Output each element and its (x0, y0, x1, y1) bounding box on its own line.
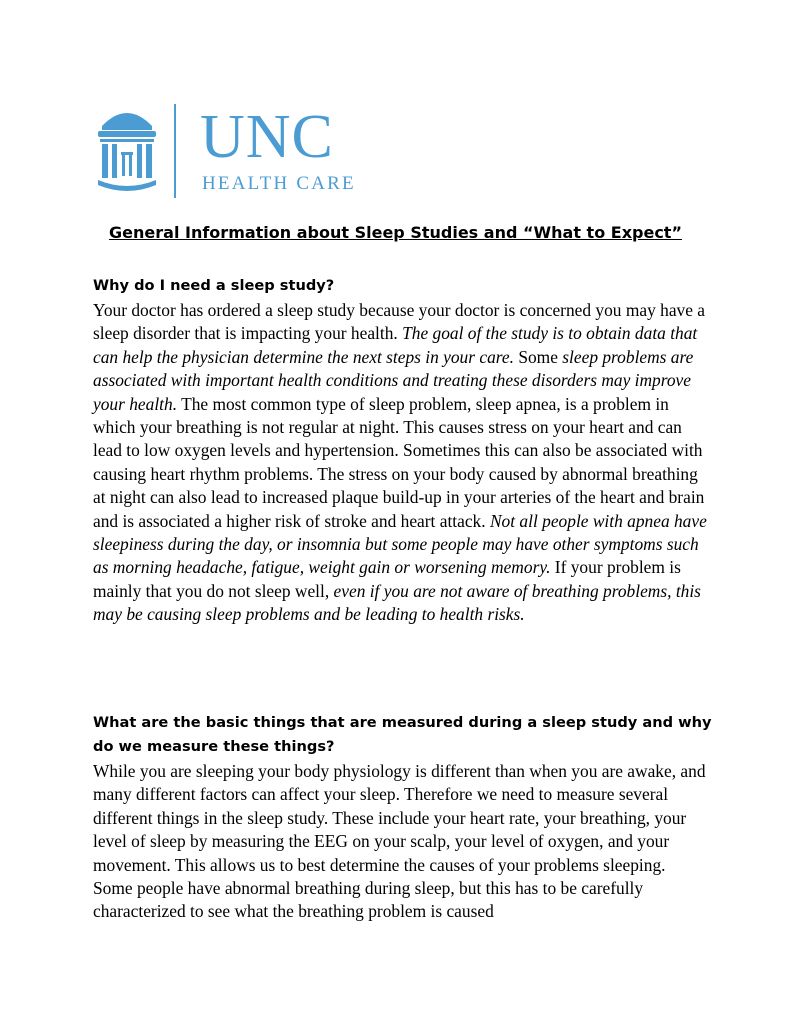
section1-text-run: even if you are not aware of breathing problems, this may be causing sleep problems and be leading to health risks. (93, 580, 701, 625)
document-title: General Information about Sleep Studies and “What to Expect” (109, 223, 682, 242)
old-well-icon (96, 104, 158, 194)
section1-text-run: Not all people with apnea have sleepiness during the day, or insomnia but some people may have other symptoms such as morning headache, fatigue, weight gain or worsening memory. (93, 510, 707, 578)
section1-body (93, 299, 708, 627)
section1-text-run: The most common type of sleep problem, sleep apnea, is a problem in which your breathing is not regular at night. This causes stress on your heart and can lead to low oxygen levels and hypertension. Sometimes this can also be associated with causing heart rhythm problems. The stress on your body caused by abnormal breathing at night can also lead to increased plaque build-up in your arteries of the heart and brain and is associated a higher risk of stroke and heart attack. (93, 393, 705, 531)
logo-divider (174, 104, 176, 198)
logo-brand-text: UNC (200, 103, 334, 171)
section1-text-run: sleep problems are associated with important health conditions and treating these disorders may improve your health. (93, 346, 694, 414)
unc-health-care-logo (96, 104, 376, 200)
section1-text-run: Some (513, 346, 563, 367)
section2-heading: What are the basic things that are measured during a sleep study and why do we measure these things? (93, 714, 712, 755)
section2-body: While you are sleeping your body physiology is different than when you are awake, and many different factors can affect your sleep. Therefore we need to measure several different things in the sleep study. These include your heart rate, your breathing, your level of sleep by measuring the EEG on your scalp, your level of oxygen, and your movement. This allows us to best determine the causes of your problems sleeping. Some people have abnormal breathing during sleep, but this has to be carefully characterized to see what the breathing problem is caused (93, 761, 706, 922)
section1-text-run: If your problem is mainly that you do not sleep well, (93, 557, 681, 601)
section1-heading: Why do I need a sleep study? (93, 277, 335, 294)
logo-subbrand-text: HEALTH CARE (202, 173, 356, 194)
section1-text-run: The goal of the study is to obtain data that can help the physician determine the next steps in your care. (93, 323, 698, 367)
section1-text-run: Your doctor has ordered a sleep study because your doctor is concerned you may have a sleep disorder that is impacting your health. (93, 300, 706, 344)
